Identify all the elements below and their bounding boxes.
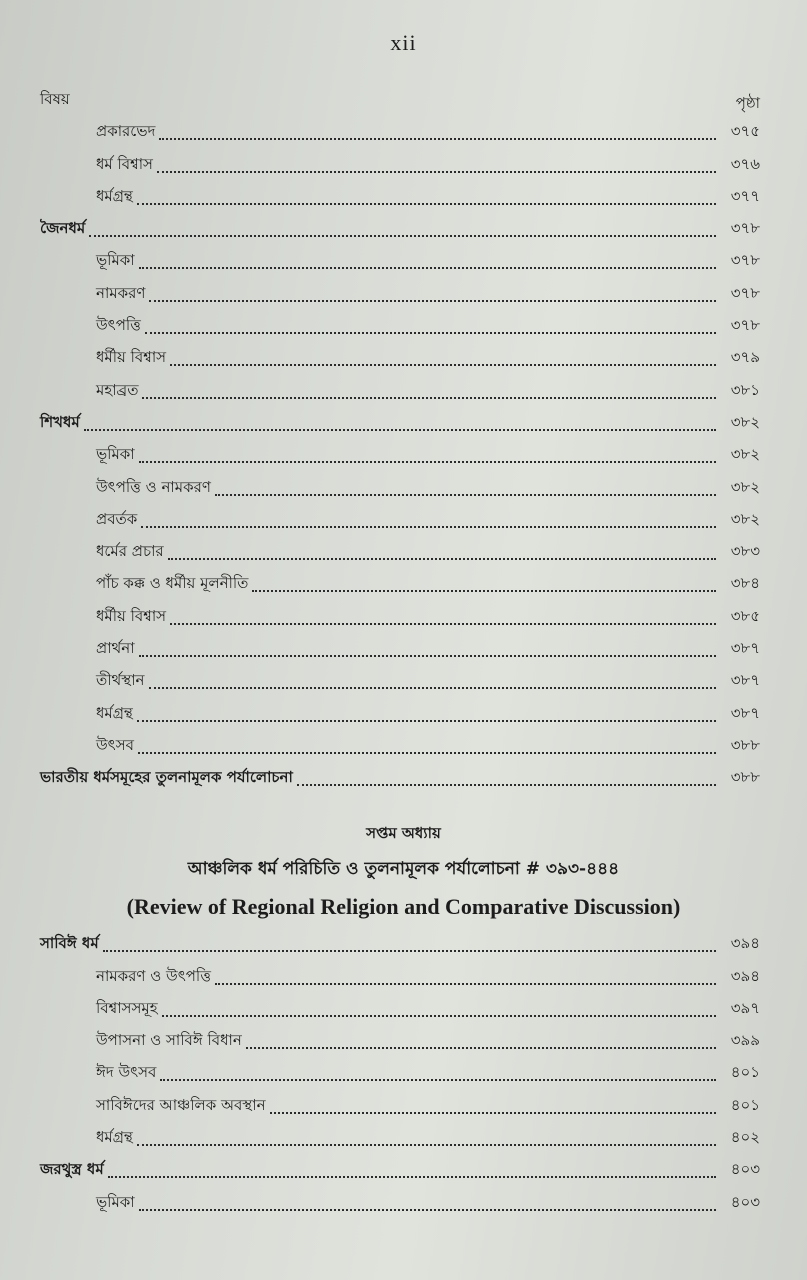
toc-entry-title: জরথুস্ত্র ধর্ম: [40, 1160, 104, 1179]
dot-leader: [157, 169, 716, 173]
toc-entry: [40, 533, 760, 565]
toc-entry-title: ধর্মীয় বিশ্বাস: [96, 606, 167, 625]
dot-leader: [137, 718, 716, 722]
toc-entry: [40, 242, 760, 274]
chapter-title: আঞ্চলিক ধর্ম পরিচিতি ও তুলনামূলক পর্যালোচনা # ৩৯৩-৪৪৪: [187, 859, 620, 879]
toc-entry-title: নামকরণ: [96, 283, 146, 302]
toc-entry-title: ধর্মের প্রচার: [96, 542, 164, 561]
toc-entry-page: ৩৯৯: [730, 1031, 760, 1050]
toc-entry-page: ৩৯৪: [730, 966, 760, 985]
dot-leader: [170, 621, 716, 625]
dot-leader: [162, 1013, 716, 1017]
toc-entry: [40, 1022, 760, 1054]
dot-leader: [138, 750, 716, 754]
dot-leader: [159, 136, 716, 140]
toc-entry-page: ৩৮৭: [730, 639, 760, 658]
toc-entry-title: তীর্থস্থান: [96, 671, 145, 690]
toc-section-entry: [40, 925, 760, 957]
toc-entry-title: ধর্মগ্রন্থ: [96, 1128, 133, 1147]
dot-leader: [149, 685, 717, 689]
toc-entry-page: ৩৮২: [730, 445, 760, 464]
dot-leader: [170, 362, 716, 366]
toc-entry: [40, 565, 760, 597]
toc-entry-page: ৩৮১: [730, 380, 760, 399]
toc-entry-page: ৪০৩: [730, 1192, 760, 1211]
toc-list-part1: [40, 113, 760, 791]
toc-entry: [40, 436, 760, 468]
toc-entry: [40, 501, 760, 533]
toc-entry-page: ৩৭৭: [730, 186, 760, 205]
chapter-english-title: (Review of Regional Religion and Comparative Discussion): [126, 894, 681, 919]
toc-entry-title: বিশ্বাসসমূহ: [96, 998, 158, 1017]
toc-entry-page: ৩৯৭: [730, 998, 760, 1017]
toc-entry: [40, 990, 760, 1022]
dot-leader: [139, 653, 716, 657]
toc-entry-page: ৩৯৪: [730, 934, 760, 953]
toc-entry: [40, 274, 760, 306]
toc-entry-title: উৎপত্তি: [96, 316, 141, 335]
toc-entry-page: ৩৭৮: [730, 251, 760, 270]
toc-section-entry: [40, 404, 760, 436]
toc-entry-title: ঈদ উৎসব: [96, 1063, 157, 1082]
dot-leader: [149, 298, 716, 302]
toc-entry-page: ৩৮২: [730, 509, 760, 528]
toc-entry: [40, 1183, 760, 1215]
toc-entry-page: ৩৭৮: [730, 316, 760, 335]
toc-entry: [40, 307, 760, 339]
toc-entry-page: ৪০১: [730, 1063, 760, 1082]
toc-list-part2: [40, 925, 760, 1216]
dot-leader: [252, 588, 716, 592]
dot-leader: [141, 524, 716, 528]
toc-entry-page: ৩৮২: [730, 412, 760, 431]
toc-section-entry: [40, 759, 760, 791]
toc-entry-page: ৩৮২: [730, 477, 760, 496]
dot-leader: [168, 556, 716, 560]
toc-entry: [40, 957, 760, 989]
dot-leader: [270, 1110, 716, 1114]
toc-entry: [40, 1086, 760, 1118]
dot-leader: [297, 782, 716, 786]
subject-column-heading: বিষয়: [40, 90, 70, 108]
dot-leader: [215, 981, 716, 985]
dot-leader: [89, 233, 716, 237]
toc-entry-title: নামকরণ ও উৎপত্তি: [96, 966, 211, 985]
toc-entry-title: উৎসব: [96, 735, 134, 754]
dot-leader: [215, 492, 716, 496]
dot-leader: [142, 395, 716, 399]
toc-entry-page: ৩৭৫: [730, 122, 760, 141]
toc-entry-page: ৪০১: [730, 1095, 760, 1114]
chapter-label: সপ্তম অধ্যায়: [366, 824, 441, 842]
dot-leader: [139, 1207, 716, 1211]
toc-entry-title: প্রবর্তক: [96, 509, 138, 528]
toc-entry-title: ধর্মগ্রন্থ: [96, 703, 133, 722]
toc-entry-page: ৩৭৮: [730, 219, 760, 238]
toc-entry-title: উপাসনা ও সাবিঈ বিধান: [96, 1031, 242, 1050]
dot-leader: [160, 1077, 716, 1081]
dot-leader: [139, 459, 716, 463]
dot-leader: [103, 948, 716, 952]
toc-entry-title: প্রকারভেদ: [96, 122, 156, 141]
dot-leader: [145, 330, 716, 334]
toc-entry-page: ৩৭৮: [730, 283, 760, 302]
toc-entry-page: ৩৮৪: [730, 574, 760, 593]
toc-entry-title: সাবিঈ ধর্ম: [40, 934, 99, 953]
toc-entry-page: ৪০৩: [730, 1160, 760, 1179]
toc-entry: [40, 597, 760, 629]
toc-entry: [40, 145, 760, 177]
toc-entry: [40, 468, 760, 500]
toc-entry-title: উৎপত্তি ও নামকরণ: [96, 477, 211, 496]
toc-header: [40, 88, 760, 112]
dot-leader: [84, 427, 716, 431]
toc-entry-title: ভূমিকা: [96, 445, 135, 464]
toc-entry-title: ভূমিকা: [96, 1192, 135, 1211]
toc-entry-page: ৩৮৩: [730, 542, 760, 561]
toc-section-entry: [40, 1151, 760, 1183]
toc-entry-title: পাঁচ কক্ক ও ধর্মীয় মূলনীতি: [96, 574, 249, 593]
dot-leader: [137, 201, 716, 205]
toc-entry: [40, 178, 760, 210]
toc-entry-page: ৩৮৭: [730, 703, 760, 722]
toc-entry-page: ৩৮৫: [730, 606, 760, 625]
toc-entry-title: মহাব্রত: [96, 380, 139, 399]
toc-entry-title: ভারতীয় ধর্মসমূহের তুলনামূলক পর্যালোচনা: [40, 768, 293, 787]
toc-entry-title: ধর্মীয় বিশ্বাস: [96, 348, 167, 367]
toc-entry-page: ৩৮৭: [730, 671, 760, 690]
toc-entry-title: প্রার্থনা: [96, 639, 135, 658]
toc-entry-title: ধর্ম বিশ্বাস: [96, 154, 153, 173]
toc-entry-page: ৩৮৮: [730, 768, 760, 787]
dot-leader: [139, 265, 716, 269]
toc-entry-title: শিখধর্ম: [40, 412, 80, 431]
toc-entry: [40, 630, 760, 662]
toc-entry-page: ৩৭৯: [730, 348, 760, 367]
page-column-heading: পৃষ্ঠা: [735, 94, 760, 112]
toc-section-entry: [40, 210, 760, 242]
dot-leader: [137, 1142, 716, 1146]
toc-entry: [40, 371, 760, 403]
toc-entry: [40, 727, 760, 759]
toc-entry-page: ৩৮৮: [730, 735, 760, 754]
toc-entry: [40, 339, 760, 371]
toc-entry-page: ৩৭৬: [730, 154, 760, 173]
page-number: xii: [390, 30, 417, 55]
toc-entry: [40, 1119, 760, 1151]
dot-leader: [108, 1174, 716, 1178]
toc-entry-title: ভূমিকা: [96, 251, 135, 270]
toc-entry-title: সাবিঈদের আঞ্চলিক অবস্থান: [96, 1095, 266, 1114]
dot-leader: [246, 1045, 716, 1049]
toc-entry-title: ধর্মগ্রন্থ: [96, 186, 133, 205]
toc-entry: [40, 662, 760, 694]
toc-entry: [40, 113, 760, 145]
toc-entry-title: জৈনধর্ম: [40, 219, 86, 238]
toc-entry: [40, 1054, 760, 1086]
toc-entry-page: ৪০২: [730, 1128, 760, 1147]
toc-entry: [40, 694, 760, 726]
